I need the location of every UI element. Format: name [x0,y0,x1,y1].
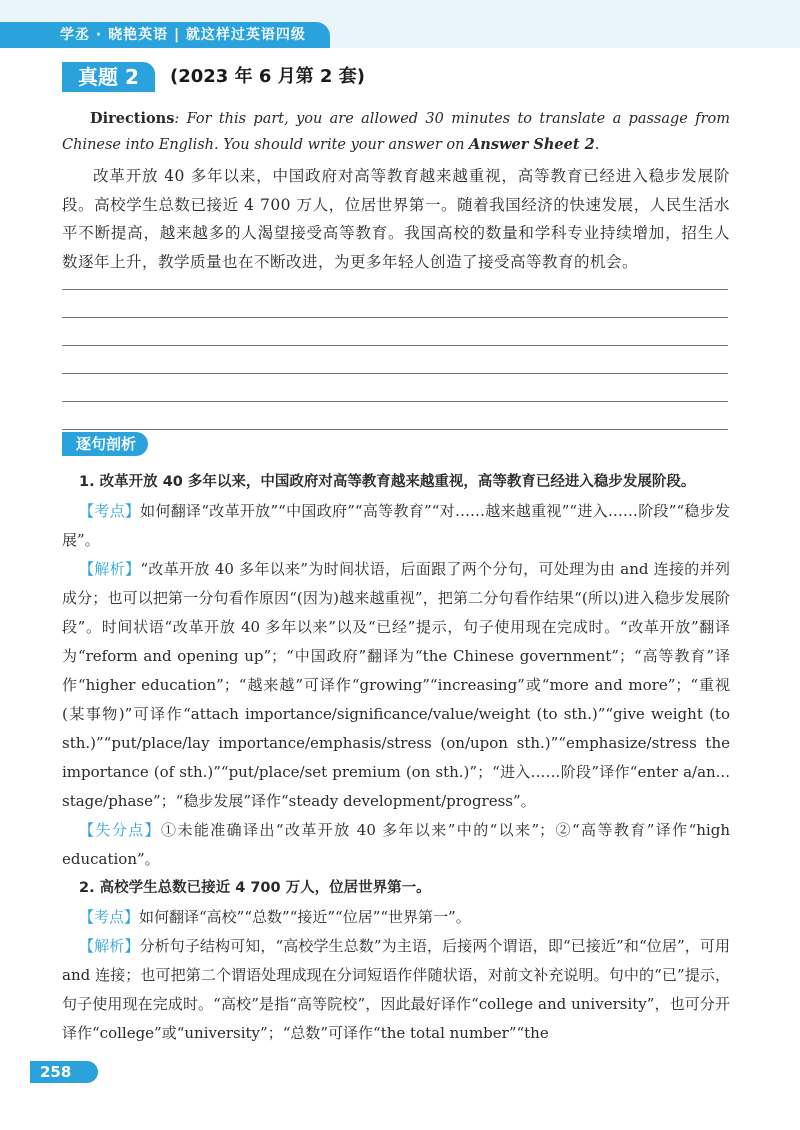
exam-title-tag: 真题 2 [62,62,155,92]
chinese-passage: 改革开放 40 多年以来，中国政府对高等教育越来越重视，高等教育已经进入稳步发展阶段。高校学生总数已接近 4 700 万人，位居世界第一。随着我国经济的快速发展，人民生活水平不断提高，越来越多的人渴望接受高等教育。我国高校的数量和学科专业持续增加，招生人数逐年上升，教学质量也在不断改进，为更多年轻人创造了接受高等教育的机会。 [62,167,730,271]
running-title: 学丞 · 晓艳英语 | 就这样过英语四级 [0,22,330,48]
sentence-1-jiexi [62,555,730,816]
sentence-1-shifen [62,816,730,874]
exam-title [62,62,365,92]
kaodian-label: 【考点】 [79,908,140,926]
answer-line [62,317,728,318]
exam-title-subtitle: (2023 年 6 月第 2 套) [169,66,365,87]
sentence-1-kaodian [62,497,730,555]
answer-line [62,373,728,374]
answer-line [62,345,728,346]
kaodian-label: 【考点】 [79,502,141,520]
section-title: 逐句剖析 [62,432,148,456]
sentence-2-jiexi [62,932,730,1048]
sentence-2-question: 2. 高校学生总数已接近 4 700 万人，位居世界第一。 [79,880,431,896]
jiexi-text: “改革开放 40 多年以来”为时间状语，后面跟了两个分句，可处理为由 and 连接的并列成分；也可以把第一分句看作原因“(因为)越来越重视”，把第二分句看作结果“(所以)进入稳步发展阶段”。时间状语“改革开放 40 多年以来”以及“已经”提示，句子使用现在完成时。“改革开放”翻译为“reform and opening up”；“中国政府”翻译为“the Chinese government”；“高等教育”译作“higher education”；“越来越”可译作“growing”“increasing”或“more and more”；“重视(某事物)”可译作“attach importance/significance/value/weight (to sth.)”“give weight (to sth.)”“put/place/lay importance/emphasis/stress (on/upon sth.)”“emphasize/stress the importance (of sth.)”“put/place/set premium (on sth.)”；“进入……阶段”译作“enter a/an... stage/phase”；“稳步发展”译作“steady development/progress”。 [62,560,730,810]
shifen-text: ①未能准确译出“改革开放 40 多年以来”中的“以来”；②“高等教育”译作“high education”。 [62,821,730,868]
kaodian-text: 如何翻译“高校”“总数”“接近”“位居”“世界第一”。 [139,908,471,926]
sentence-2-kaodian [62,903,730,932]
sentence-1-question: 1. 改革开放 40 多年以来，中国政府对高等教育越来越重视，高等教育已经进入稳步发展阶段。 [79,474,696,490]
directions-end: . [594,137,600,153]
directions-label: Directions [90,110,175,127]
answer-line [62,289,728,290]
shifen-label: 【失分点】 [79,821,162,839]
directions [62,106,730,158]
sentence-analysis [62,468,730,1048]
directions-text: : For this part, you are allowed 30 minutes to translate a passage from Chinese into English. You should write your answer on [62,111,730,153]
jiexi-label: 【解析】 [79,937,140,955]
answer-sheet-ref: Answer Sheet 2 [469,136,595,153]
jiexi-text: 分析句子结构可知，“高校学生总数”为主语，后接两个谓语，即“已接近”和“位居”，可用 and 连接；也可把第二个谓语处理成现在分词短语作伴随状语，对前文补充说明。句中的“已”提示，句子使用现在完成时。“高校”是指“高等院校”，因此最好译作“college and university”，也可分开译作“college”或“university”；“总数”可译作“the total number”“the [62,937,730,1042]
page-number: 258 [30,1061,98,1083]
answer-line [62,429,728,430]
kaodian-text: 如何翻译“改革开放”“中国政府”“高等教育”“对……越来越重视”“进入……阶段”“稳步发展”。 [62,502,730,549]
jiexi-label: 【解析】 [79,560,141,578]
answer-line [62,401,728,402]
